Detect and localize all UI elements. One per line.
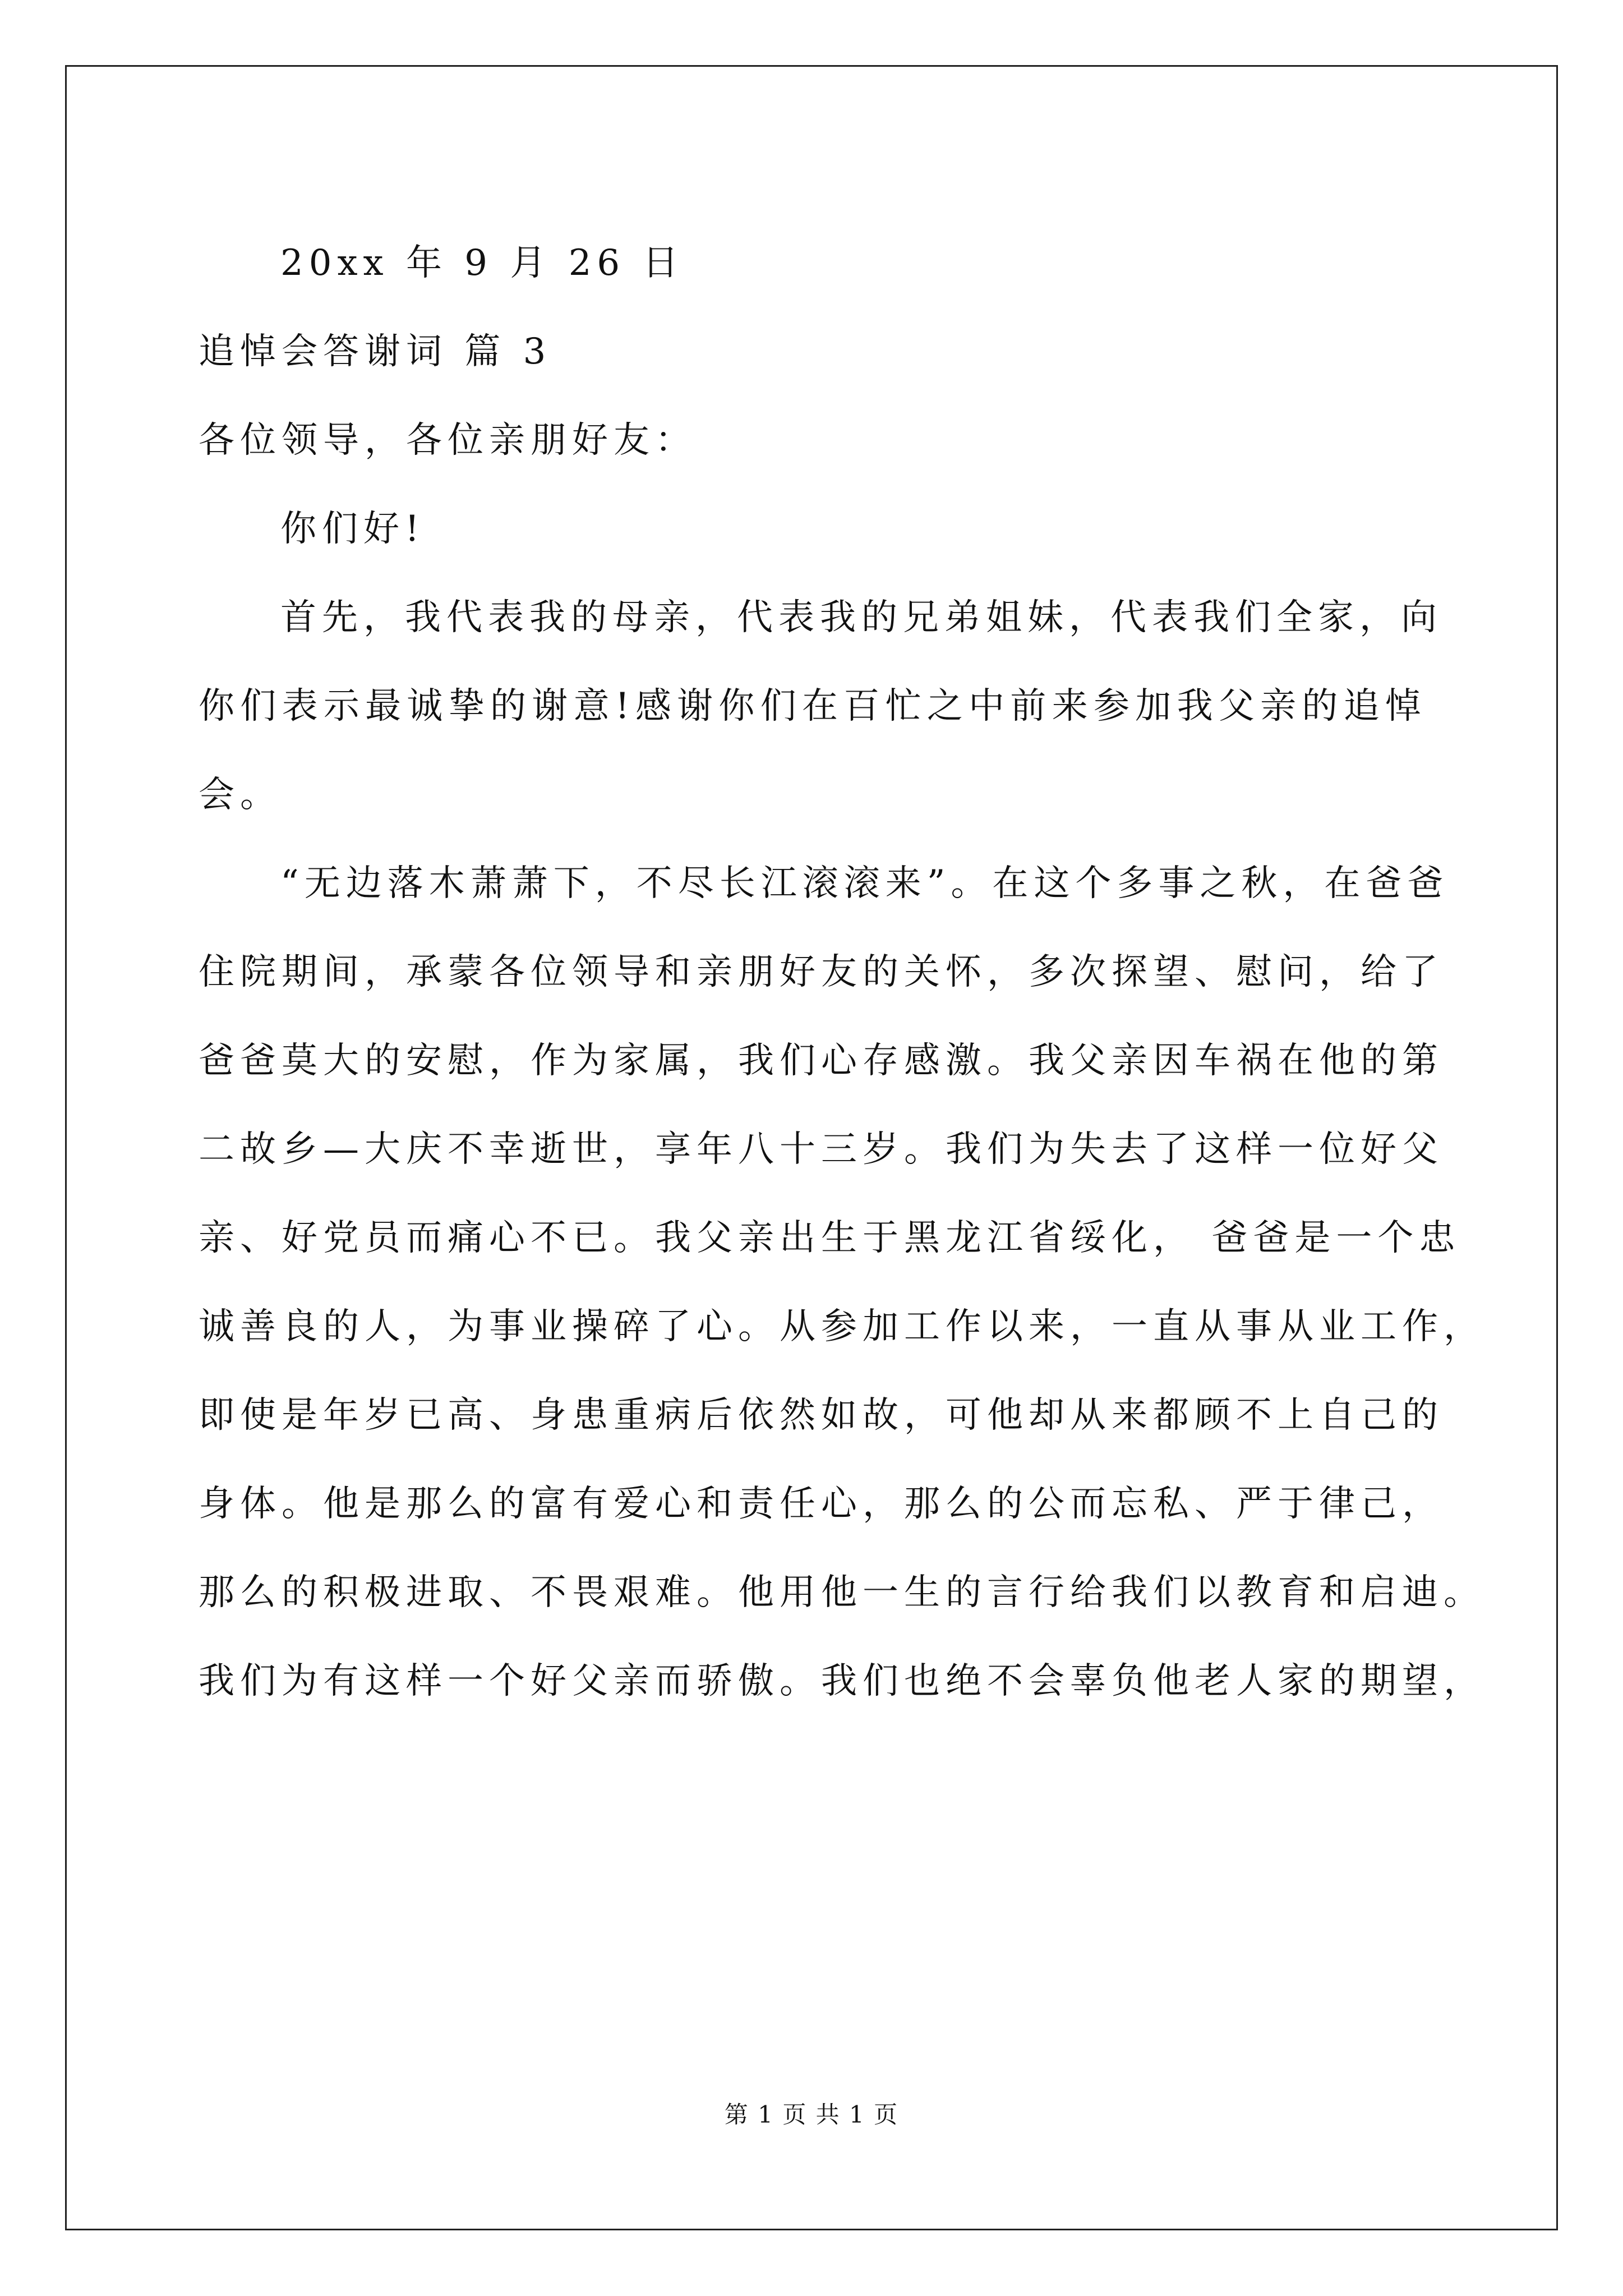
- document-heading: 追悼会答谢词 篇 3: [199, 331, 552, 372]
- salutation: 各位领导，各位亲朋好友：: [199, 420, 697, 461]
- paragraph-line: 住院期间，承蒙各位领导和亲朋好友的关怀，多次探望、慰问，给了: [199, 951, 1444, 993]
- paragraph-line: 即使是年岁已高、身患重病后依然如故，可他却从来都顾不上自己的: [199, 1395, 1444, 1436]
- date-line: 20xx 年 9 月 26 日: [280, 242, 684, 284]
- paragraph-2: [199, 839, 1485, 1726]
- paragraph-line: 会。: [199, 774, 282, 816]
- document-body: [199, 219, 1485, 1726]
- page-footer: 第 1 页 共 1 页: [724, 2101, 899, 2128]
- paragraph-line: 诚善良的人，为事业操碎了心。从参加工作以来，一直从事从业工作，: [199, 1306, 1485, 1347]
- paragraph-line: “无边落木萧萧下，不尽长江滚滚来”。在这个多事之秋，在爸爸: [280, 863, 1449, 904]
- paragraph-line: 身体。他是那么的富有爱心和责任心，那么的公而忘私、严于律己，: [199, 1483, 1444, 1525]
- paragraph-line: 那么的积极进取、不畏艰难。他用他一生的言行给我们以教育和启迪。: [199, 1572, 1485, 1613]
- paragraph-1: [199, 573, 1442, 839]
- paragraph-line: 爸爸莫大的安慰，作为家属，我们心存感激。我父亲因车祸在他的第: [199, 1040, 1444, 1082]
- greeting: 你们好!: [280, 508, 425, 550]
- paragraph-line: 亲、好党员而痛心不已。我父亲出生于黑龙江省绥化， 爸爸是一个忠: [199, 1217, 1461, 1259]
- paragraph-line: 首先，我代表我的母亲，代表我的兄弟姐妹，代表我们全家，向: [280, 597, 1442, 638]
- paragraph-line: 我们为有这样一个好父亲而骄傲。我们也绝不会辜负他老人家的期望，: [199, 1660, 1485, 1702]
- paragraph-line: 二故乡—大庆不幸逝世，享年八十三岁。我们为失去了这样一位好父: [199, 1129, 1444, 1170]
- paragraph-line: 你们表示最诚挚的谢意!感谢你们在百忙之中前来参加我父亲的追悼: [199, 685, 1427, 727]
